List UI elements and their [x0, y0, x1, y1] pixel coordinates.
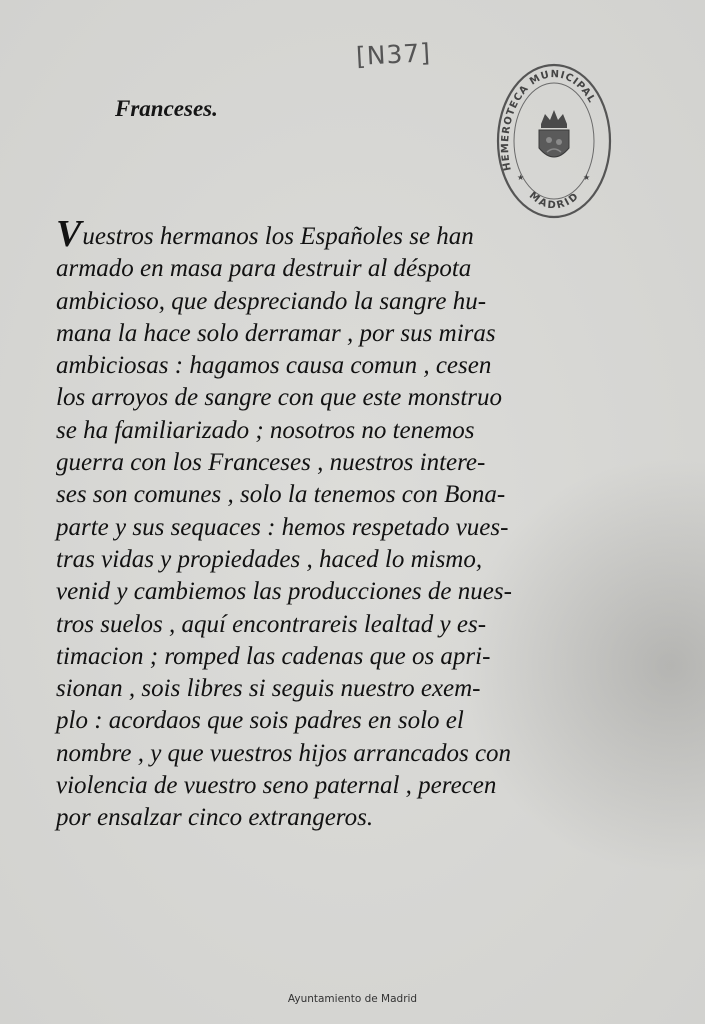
- body-line: guerra con los Franceses , nuestros intere-: [56, 449, 486, 477]
- svg-text:★: ★: [583, 173, 591, 182]
- svg-text:MADRID: [527, 190, 582, 211]
- body-line: venid y cambiemos las producciones de nues-: [56, 578, 512, 606]
- body-line: parte y sus sequaces : hemos respetado vues-: [56, 513, 509, 541]
- body-line: tras vidas y propiedades , haced lo mismo,: [56, 545, 483, 573]
- stamp-top-text: HEMEROTECA MUNICIPAL: [500, 69, 598, 172]
- body-line: sionan , sois libres si seguis nuestro exem-: [56, 675, 481, 703]
- stamp-bottom-text: MADRID: [526, 190, 582, 212]
- body-line: armado en masa para destruir al déspota: [56, 255, 472, 283]
- pencil-annotation: [N37]: [355, 38, 432, 71]
- body-line: ambiciosas : hagamos causa comun , cesen: [56, 352, 492, 380]
- footer-credit: Ayuntamiento de Madrid: [287, 993, 418, 1005]
- page-heading: Franceses.: [115, 96, 218, 121]
- body-line: los arroyos de sangre con que este monstruo: [56, 384, 503, 412]
- body-line: nombre , y que vuestros hijos arrancados con: [56, 739, 512, 767]
- body-line: ses son comunes , solo la tenemos con Bona-: [56, 481, 506, 509]
- body-text: [56, 215, 590, 835]
- library-stamp: [495, 62, 613, 220]
- body-line: Vuestros hermanos los Españoles se han: [56, 213, 474, 255]
- coat-of-arms-icon: [539, 110, 569, 157]
- body-line: plo : acordaos que sois padres en solo el: [56, 707, 464, 735]
- body-line: tros suelos , aquí encontrareis lealtad y es-: [56, 610, 487, 638]
- body-line: violencia de vuestro seno paternal , perecen: [56, 772, 497, 800]
- body-line: por ensalzar cinco extrangeros.: [56, 804, 374, 832]
- body-line: ambicioso, que despreciando la sangre hu-: [56, 287, 487, 315]
- body-line: timacion ; romped las cadenas que os apri-: [56, 642, 491, 670]
- svg-text:★: ★: [517, 173, 525, 182]
- body-line: se ha familiarizado ; nosotros no tenemos: [56, 416, 475, 444]
- body-line: mana la hace solo derramar , por sus miras: [56, 319, 496, 347]
